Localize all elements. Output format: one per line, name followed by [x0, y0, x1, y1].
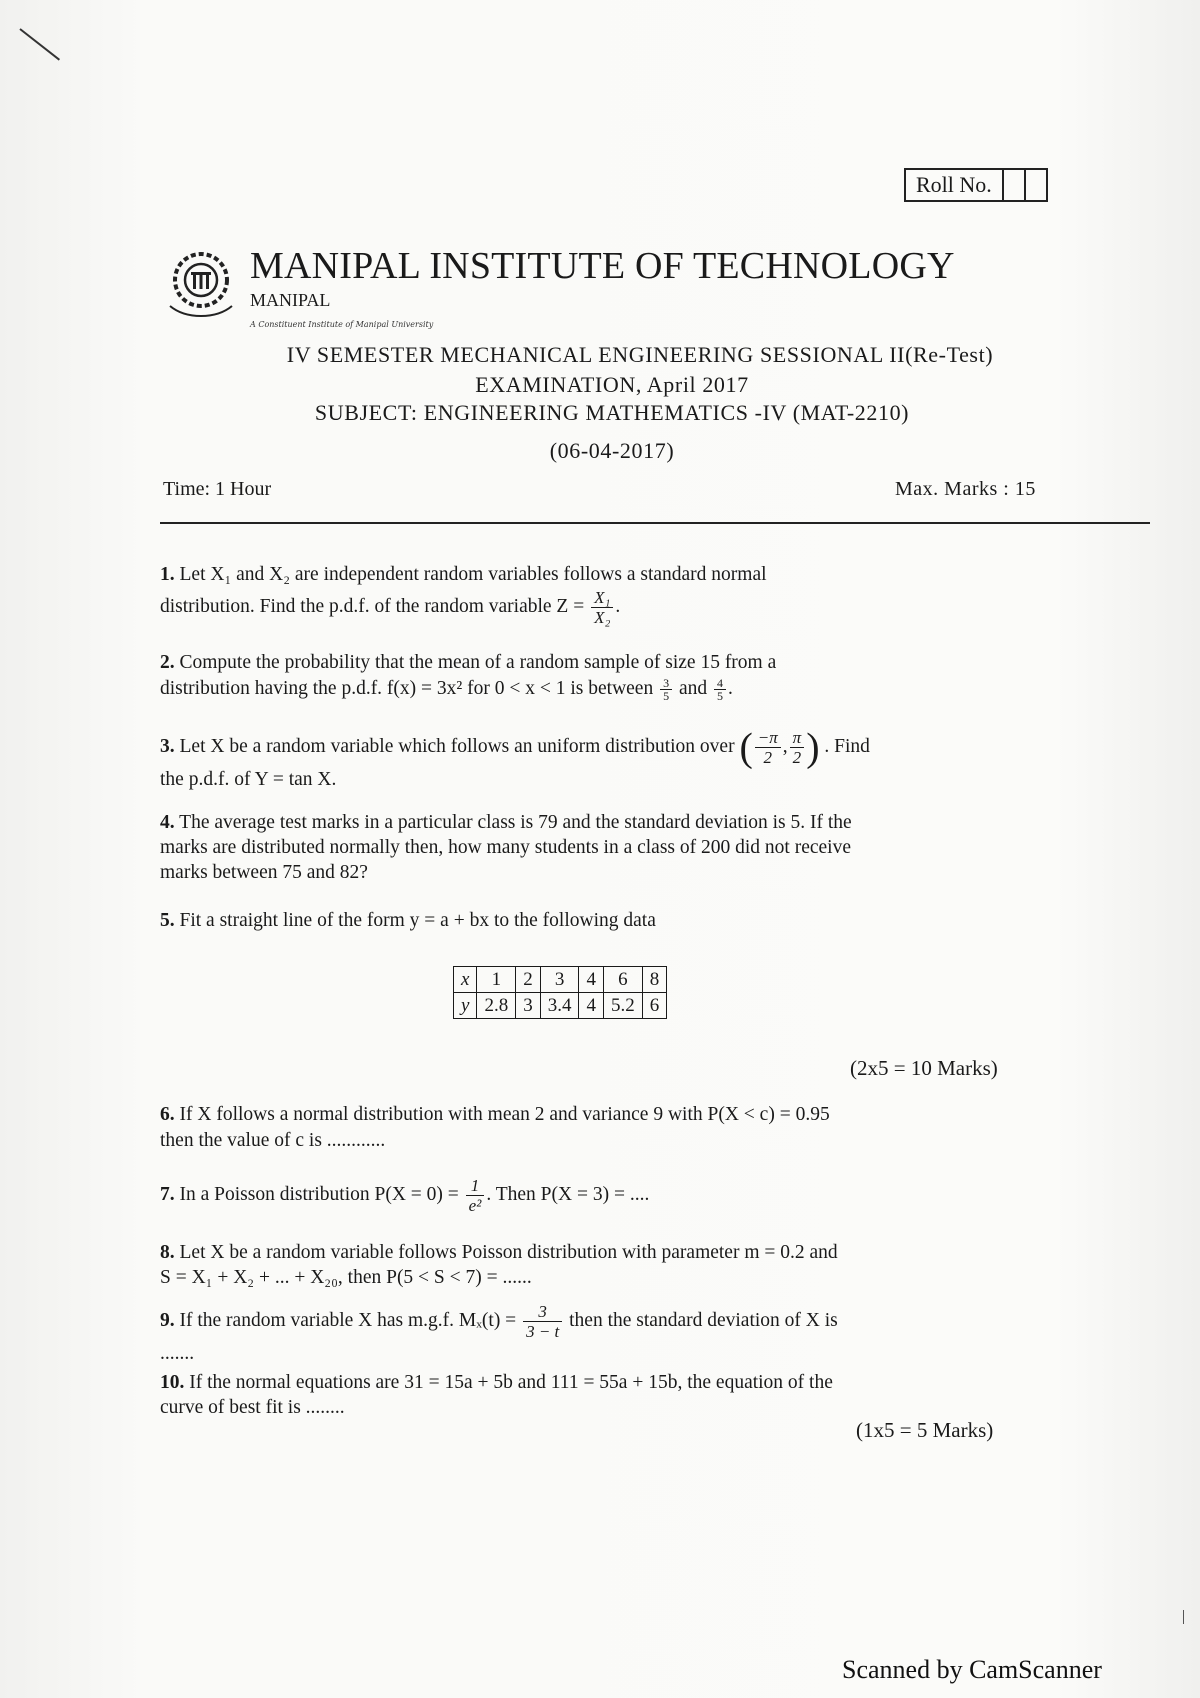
table-cell: 1 — [477, 967, 516, 993]
question-text: and — [678, 678, 708, 699]
question-text: The average test marks in a particular class is 79 and the standard deviation is 5. If the — [179, 812, 852, 833]
institute-name: MANIPAL INSTITUTE OF TECHNOLOGY — [250, 245, 955, 287]
fraction-denominator: X₂ — [594, 608, 611, 627]
question-text: distribution. Find the p.d.f. of the random variable Z = — [160, 595, 585, 617]
fraction-numerator: 4 — [714, 677, 726, 690]
fraction-numerator: π — [790, 728, 805, 748]
header-divider — [160, 522, 1150, 524]
fraction-denominator: 5 — [663, 689, 670, 704]
question-9 — [160, 1302, 1080, 1367]
exam-subject: SUBJECT: ENGINEERING MATHEMATICS -IV (MAT-2210) — [314, 400, 910, 425]
exam-time: Time: 1 Hour — [163, 478, 272, 500]
fraction-numerator: 1 — [466, 1176, 485, 1196]
question-text: If X follows a normal distribution with mean 2 and variance 9 with P(X < c) = 0.95 — [179, 1104, 830, 1125]
question-text: curve of best fit is ........ — [160, 1397, 345, 1418]
edge-mark — [1183, 1610, 1184, 1624]
section-marks: (1x5 = 5 Marks) — [856, 1418, 994, 1442]
question-number: 10. — [160, 1372, 185, 1393]
question-5 — [160, 908, 1080, 934]
exam-date: (06-04-2017) — [549, 438, 675, 463]
question-text: If the normal equations are 31 = 15a + 5b and 111 = 55a + 15b, the equation of the — [189, 1372, 833, 1393]
question-number: 2. — [160, 652, 175, 673]
question-7 — [160, 1176, 1080, 1215]
institute-logo-icon — [162, 246, 240, 322]
question-number: 6. — [160, 1104, 175, 1125]
question-number: 8. — [160, 1242, 175, 1263]
question-text: If the random variable X has m.g.f. Mₓ(t) = — [179, 1309, 517, 1331]
question-text: then the value of c is ............ — [160, 1130, 386, 1151]
roll-digit-box — [1002, 170, 1024, 200]
exam-max-marks: Max. Marks : 15 — [895, 478, 1036, 500]
question-number: 9. — [160, 1309, 175, 1331]
institute-city: MANIPAL — [250, 290, 331, 310]
section-marks: (2x5 = 10 Marks) — [850, 1056, 998, 1080]
question-number: 3. — [160, 735, 175, 757]
table-cell: 6 — [642, 993, 667, 1019]
fraction — [591, 588, 613, 627]
table-cell: 4 — [579, 993, 604, 1019]
table-cell: 8 — [642, 967, 667, 993]
fraction-denominator: 2 — [792, 748, 802, 767]
fraction — [755, 728, 781, 767]
fraction-denominator: e² — [468, 1196, 482, 1215]
table-cell: 6 — [603, 967, 642, 993]
data-table — [453, 966, 667, 1019]
fraction — [660, 677, 672, 702]
table-cell: 3.4 — [540, 993, 579, 1019]
paren-open: ( — [739, 724, 753, 770]
fraction — [523, 1302, 562, 1341]
table-header-cell: y — [454, 993, 477, 1019]
institute-subline: A Constituent Institute of Manipal University — [250, 320, 434, 329]
question-3: 3. Let X be a random variable which follows an uniform distribution over ( $\frac{-\pi}{2}$ , $\frac{\pi}{2}$ ) . Find the p.d.f. of Y = tan X. — [160, 724, 870, 790]
table-cell: 5.2 — [603, 993, 642, 1019]
fraction-denominator: 5 — [717, 689, 723, 704]
pen-mark — [19, 28, 60, 60]
question-2 — [160, 650, 1080, 702]
table-row — [454, 967, 667, 993]
fraction-numerator: 3 — [523, 1302, 562, 1322]
fraction-denominator: 3 − t — [526, 1322, 560, 1341]
question-text: Compute the probability that the mean of a random sample of size 15 from a — [179, 652, 777, 673]
question-number: 7. — [160, 1183, 175, 1205]
question-text: . — [728, 678, 733, 699]
table-cell: 3 — [516, 993, 541, 1019]
question-text: distribution having the p.d.f. f(x) = 3x² for 0 < x < 1 is between — [160, 678, 654, 699]
fraction-numerator: −π — [755, 728, 781, 748]
question-6 — [160, 1102, 1080, 1154]
roll-digit-box — [1024, 170, 1046, 200]
question-text: Fit a straight line of the form y = a + bx to the following data — [179, 910, 656, 931]
question-number: 1. — [160, 564, 175, 585]
fraction-numerator: X₁ — [591, 588, 613, 608]
question-text: then the standard deviation of X is — [569, 1309, 838, 1331]
table-cell: 2.8 — [477, 993, 516, 1019]
roll-number-box — [904, 168, 1048, 202]
question-4 — [160, 810, 1080, 885]
table-row — [454, 993, 667, 1019]
question-text: Let X₁ and X₂ are independent random variables follows a standard normal — [179, 564, 767, 585]
question-text: S = X₁ + X₂ + ... + X₂₀, then P(5 < S < 7) = ...... — [160, 1267, 532, 1288]
question-text: ....... — [160, 1343, 195, 1364]
question-text: the p.d.f. of Y = tan X. — [160, 769, 337, 790]
exam-title-line1: IV SEMESTER MECHANICAL ENGINEERING SESSIONAL II(Re-Test) — [286, 342, 994, 367]
paren-close: ) — [806, 724, 820, 770]
fraction-numerator: 3 — [660, 677, 672, 690]
table-cell: 4 — [579, 967, 604, 993]
question-text: Let X be a random variable which follows an uniform distribution over — [179, 735, 735, 757]
scanner-watermark: Scanned by CamScanner — [842, 1655, 1102, 1684]
question-number: 4. — [160, 812, 175, 833]
question-text: marks between 75 and 82? — [160, 862, 368, 883]
fraction — [790, 728, 805, 767]
question-text: . Then P(X = 3) = .... — [486, 1183, 650, 1205]
fraction — [466, 1176, 485, 1215]
table-cell: 2 — [516, 967, 541, 993]
exam-title-line2: EXAMINATION, April 2017 — [475, 372, 749, 397]
question-text: Let X be a random variable follows Poisson distribution with parameter m = 0.2 and — [179, 1242, 838, 1263]
table-header-cell: x — [454, 967, 477, 993]
fraction-denominator: 2 — [763, 748, 773, 767]
question-text: In a Poisson distribution P(X = 0) = — [179, 1183, 459, 1205]
fraction — [714, 677, 726, 702]
question-text: . — [615, 595, 621, 617]
question-text: . Find — [824, 735, 870, 757]
question-10 — [160, 1370, 1080, 1420]
question-1 — [160, 562, 1080, 627]
table-cell: 3 — [540, 967, 579, 993]
question-8 — [160, 1240, 1080, 1290]
question-number: 5. — [160, 910, 175, 931]
question-text: marks are distributed normally then, how many students in a class of 200 did not receive — [160, 837, 852, 858]
roll-number-label: Roll No. — [916, 172, 992, 197]
